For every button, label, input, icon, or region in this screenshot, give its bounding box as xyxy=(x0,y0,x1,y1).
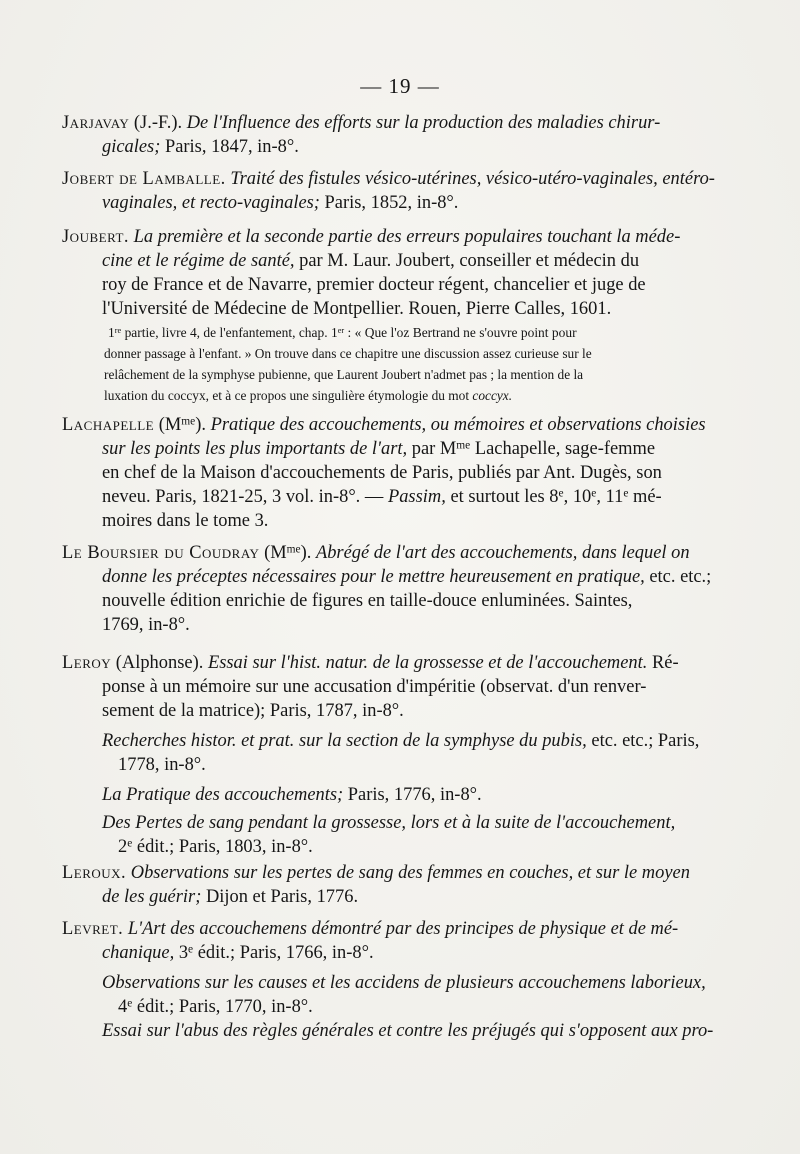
entry-line: 1769, in-8°. xyxy=(102,614,190,634)
publication-info: Paris, 1852, in-8°. xyxy=(319,192,459,212)
entry-lachapelle xyxy=(62,412,742,532)
entry-line: Leroy (Alphonse). Essai sur l'hist. natur. de la grossesse et de l'accouchement. Ré- xyxy=(62,652,679,672)
entry-leroy xyxy=(62,650,742,858)
work-title: vaginales, et recto-vaginales; xyxy=(102,192,320,212)
entry-line: Lachapelle $(M^{me})$. Pratique des accouchements, ou mémoires et observations choisies xyxy=(62,414,706,434)
work-title: Observations sur les causes et les accidens de plusieurs accouchemens laborieux, xyxy=(102,972,706,992)
entry-line: neveu. Paris, 1821-25, 3 vol. in-8°. — Passim, et surtout les 8e, 10e, 11e mé- xyxy=(102,486,662,506)
author-name: Lachapelle xyxy=(62,414,155,434)
publication-info: Paris, 1847, in-8°. xyxy=(160,136,299,156)
note-line: 1re partie, livre 4, de l'enfantement, chap. 1er : « Que l'oz Bertrand ne s'ouvre point pour xyxy=(108,325,577,340)
publication-info: Dijon et Paris, 1776. xyxy=(201,886,359,906)
entry-line: roy de France et de Navarre, premier docteur régent, chancelier et juge de xyxy=(102,274,646,294)
entry-joubert xyxy=(62,224,742,320)
entry-line xyxy=(62,224,742,248)
work-title: Abrégé de l'art des accouchements, dans lequel on xyxy=(315,542,690,562)
entry-line: ponse à un mémoire sur une accusation d'impéritie (observat. d'un renver- xyxy=(102,676,647,696)
author-name: Leroy xyxy=(62,652,112,672)
entry-line: La Pratique des accouchements; Paris, 1776, in-8°. xyxy=(102,784,482,804)
entry-line: 1778, in-8°. xyxy=(118,754,206,774)
entry-line: 2e édit.; Paris, 1803, in-8°. xyxy=(118,836,313,856)
work-title: chanique, xyxy=(102,942,175,962)
page-number: — 19 — xyxy=(360,74,440,98)
author-name: Jobert de Lamballe. xyxy=(62,168,226,188)
entry-line: chanique, 3e édit.; Paris, 1766, in-8°. xyxy=(102,942,374,962)
entry-line: Le Boursier du Coudray $(M^{me})$. Abrégé de l'art des accouchements, dans lequel on xyxy=(62,542,690,562)
work-title: Observations sur les pertes de sang des femmes en couches, et sur le moyen xyxy=(126,862,690,882)
note-line: relâchement de la symphyse pubienne, que Laurent Joubert n'admet pas ; la mention de la xyxy=(104,367,584,382)
entry-line: 4e édit.; Paris, 1770, in-8°. xyxy=(118,996,313,1016)
entry-line: Jarjavay (J.-F.). De l'Influence des efforts sur la production des maladies chirur- xyxy=(62,112,661,132)
work-title: Pratique des accouchements, ou mémoires et observations choisies xyxy=(210,414,706,434)
entry-jobert xyxy=(62,166,742,214)
entry-jarjavay xyxy=(62,110,742,158)
author-name: Joubert. xyxy=(62,226,130,246)
work-title: L'Art des accouchemens démontré par des principes de physique et de mé- xyxy=(123,918,679,938)
work-title: gicales; xyxy=(102,136,161,156)
entry-line: sur les points les plus importants de l'art, par $M^{me}$ Lachapelle, sage-femme xyxy=(102,438,656,458)
work-title: La Pratique des accouchements; xyxy=(102,784,344,804)
entry-line: l'Université de Médecine de Montpellier. Rouen, Pierre Calles, 1601. xyxy=(102,298,612,318)
entry-levret xyxy=(62,916,742,1042)
work-title: Traité des fistules vésico-utérines, vésico-utéro-vaginales, entéro- xyxy=(225,168,715,188)
note-line: luxation du coccyx, et à ce propos une singulière étymologie du mot coccyx. xyxy=(104,388,513,403)
entry-line: moires dans le tome 3. xyxy=(102,510,269,530)
entry-line: en chef de la Maison d'accouchements de Paris, publiés par Ant. Dugès, son xyxy=(102,462,662,482)
work-title: donne les préceptes nécessaires pour le mettre heureusement en pratique, xyxy=(102,566,645,586)
work-title: Essai sur l'hist. natur. de la grossesse et de l'accouchement. xyxy=(207,652,648,672)
entry-line: donne les préceptes nécessaires pour le mettre heureusement en pratique, etc. etc.; xyxy=(102,566,712,586)
entry-leroux xyxy=(62,860,742,908)
author-name: Levret. xyxy=(62,918,124,938)
entry-line xyxy=(62,884,742,908)
entry-line xyxy=(62,810,742,834)
work-title: sur les points les plus importants de l'art, xyxy=(102,438,408,458)
entry-line: Recherches histor. et prat. sur la section de la symphyse du pubis, etc. etc.; Paris, xyxy=(102,730,700,750)
entry-leboursier xyxy=(62,540,742,636)
entry-line xyxy=(62,166,742,190)
footnote-joubert xyxy=(104,322,738,406)
work-title: De l'Influence des efforts sur la production des maladies chirur- xyxy=(186,112,661,132)
work-title: cine et le régime de santé, xyxy=(102,250,295,270)
note-line: donner passage à l'enfant. » On trouve dans ce chapitre une discussion assez curieuse sur le xyxy=(104,346,592,361)
entry-line: sement de la matrice); Paris, 1787, in-8°. xyxy=(102,700,404,720)
entry-line xyxy=(62,970,742,994)
author-name: Leroux. xyxy=(62,862,127,882)
entry-line xyxy=(62,916,742,940)
work-title: La première et la seconde partie des erreurs populaires touchant la méde- xyxy=(129,226,681,246)
entry-line xyxy=(62,190,742,214)
entry-line: nouvelle édition enrichie de figures en taille-douce enluminées. Saintes, xyxy=(102,590,633,610)
work-title: de les guérir; xyxy=(102,886,202,906)
work-title: Essai sur l'abus des règles générales et contre les préjugés qui s'opposent aux pro- xyxy=(102,1020,714,1040)
entry-line: cine et le régime de santé, par M. Laur. Joubert, conseiller et médecin du xyxy=(102,250,640,270)
entry-line xyxy=(62,134,742,158)
author-name: Jarjavay xyxy=(62,112,130,132)
work-title: Recherches histor. et prat. sur la section de la symphyse du pubis, xyxy=(102,730,587,750)
work-title: Des Pertes de sang pendant la grossesse, lors et à la suite de l'accouchement, xyxy=(102,812,676,832)
entry-line xyxy=(62,860,742,884)
entry-line xyxy=(62,1018,742,1042)
author-name: Le Boursier du Coudray xyxy=(62,542,260,562)
